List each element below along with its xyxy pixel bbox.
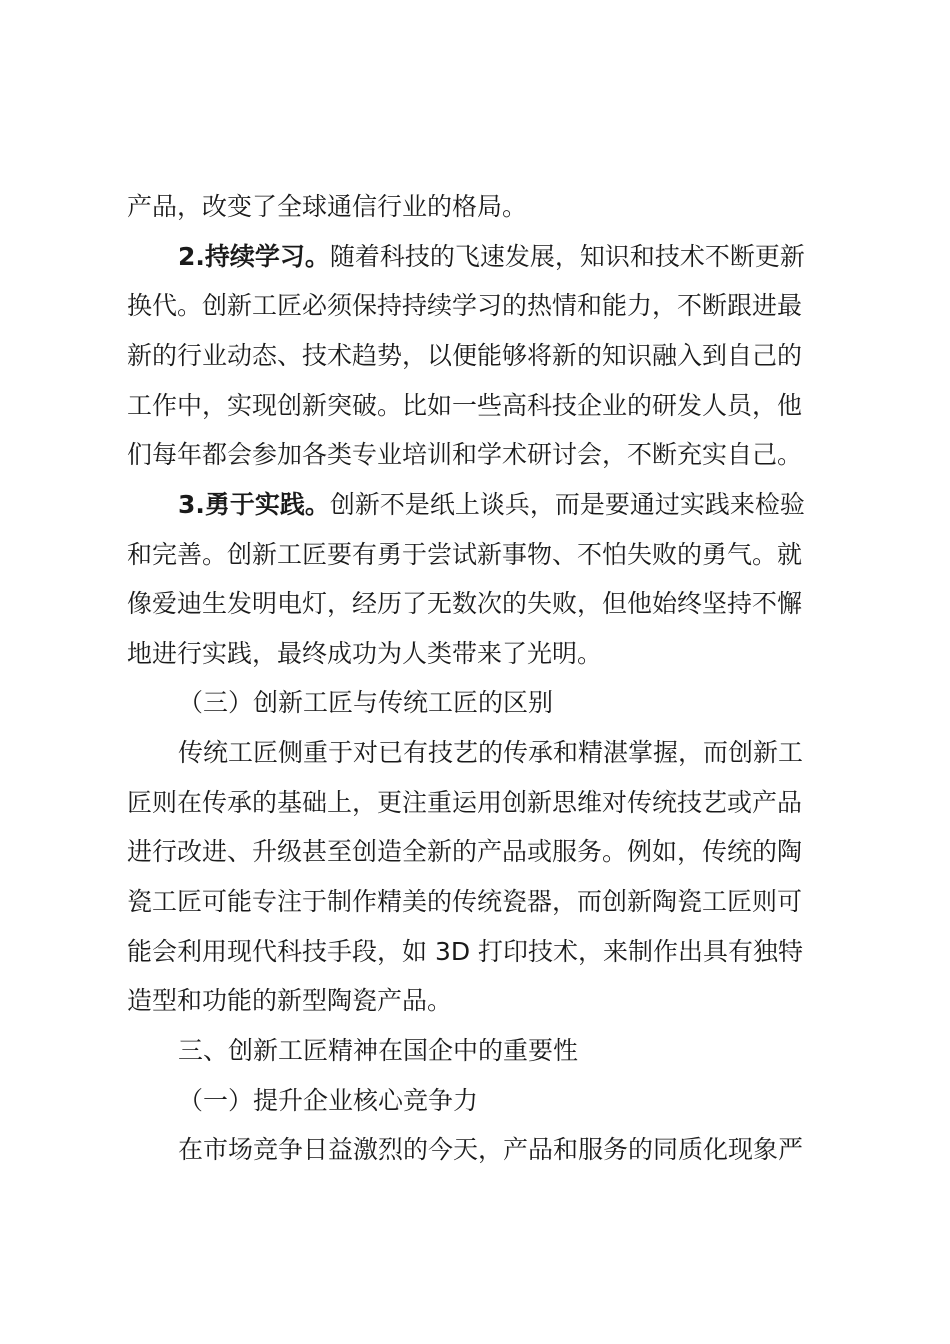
- paragraph-line: 新的行业动态、技术趋势，以便能够将新的知识融入到自己的: [127, 341, 803, 370]
- paragraph-line: 瓷工匠可能专注于制作精美的传统瓷器，而创新陶瓷工匠则可: [127, 887, 803, 916]
- paragraph-heading: 3.勇于实践。: [178, 490, 330, 519]
- section-heading: 三、创新工匠精神在国企中的重要性: [178, 1036, 579, 1065]
- paragraph-line: 造型和功能的新型陶瓷产品。: [127, 986, 453, 1015]
- paragraph-line: 和完善。创新工匠要有勇于尝试新事物、不怕失败的勇气。就: [127, 540, 803, 569]
- paragraph-line: 能会利用现代科技手段，如 3D 打印技术，来制作出具有独特: [127, 937, 804, 966]
- paragraph-line: 像爱迪生发明电灯，经历了无数次的失败，但他始终坚持不懈: [127, 589, 803, 618]
- paragraph-line: 们每年都会参加各类专业培训和学术研讨会，不断充实自己。: [127, 440, 803, 469]
- paragraph-line: 匠则在传承的基础上，更注重运用创新思维对传统技艺或产品: [127, 788, 803, 817]
- paragraph-line: [178, 232, 950, 282]
- paragraph-line: 传统工匠侧重于对已有技艺的传承和精湛掌握，而创新工: [178, 738, 804, 767]
- paragraph-line: 工作中，实现创新突破。比如一些高科技企业的研发人员，他: [127, 391, 803, 420]
- paragraph-line: 地进行实践，最终成功为人类带来了光明。: [127, 639, 603, 668]
- paragraph-line: 在市场竞争日益激烈的今天，产品和服务的同质化现象严: [178, 1135, 804, 1164]
- paragraph-text: 创新不是纸上谈兵，而是要通过实践来检验: [329, 490, 805, 519]
- paragraph-line: 进行改进、升级甚至创造全新的产品或服务。例如，传统的陶: [127, 837, 803, 866]
- paragraph-line: 产品，改变了全球通信行业的格局。: [127, 192, 528, 221]
- subsection-heading: （三）创新工匠与传统工匠的区别: [178, 688, 554, 717]
- subsection-heading: （一）提升企业核心竞争力: [178, 1086, 479, 1115]
- paragraph-heading: 2.持续学习。: [178, 242, 330, 271]
- paragraph-line: 换代。创新工匠必须保持持续学习的热情和能力，不断跟进最: [127, 291, 803, 320]
- paragraph-text: 随着科技的飞速发展，知识和技术不断更新: [329, 242, 805, 271]
- paragraph-line: [178, 480, 950, 530]
